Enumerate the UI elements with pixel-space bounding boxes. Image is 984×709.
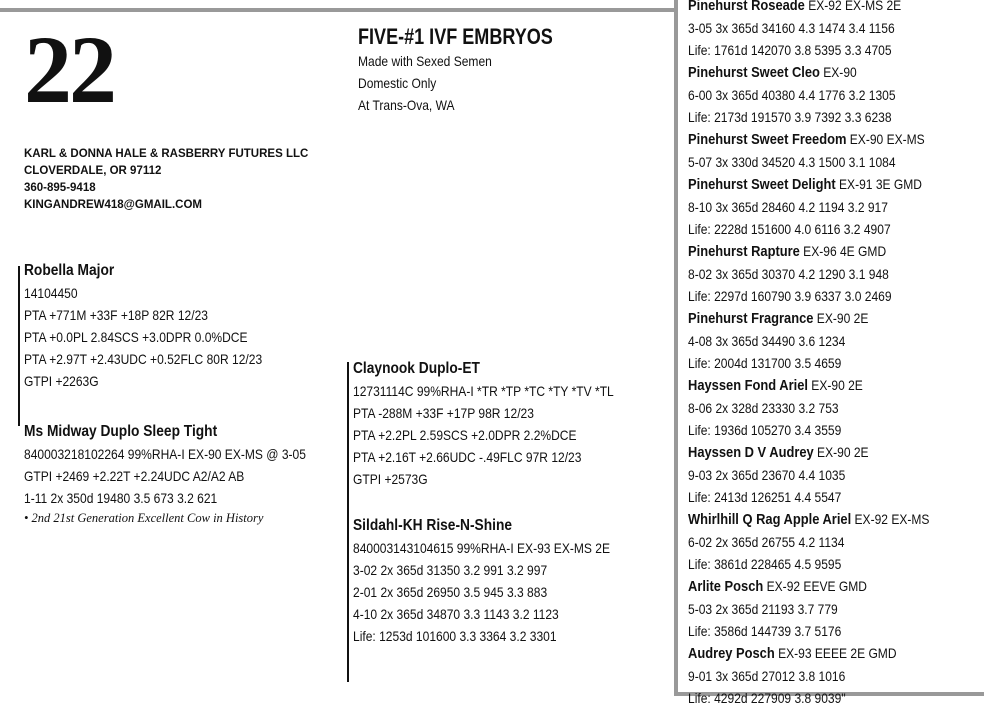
ancestor-classification: EX-90 EX-MS xyxy=(846,131,925,147)
bracket-line xyxy=(347,362,349,682)
offer-line: Domestic Only xyxy=(358,75,437,91)
dam-sire-name: Claynook Duplo-ET xyxy=(353,360,480,377)
ancestor-name: Audrey Posch xyxy=(688,645,775,662)
sire-line: 14104450 xyxy=(24,285,78,301)
ancestor-classification: EX-90 2E xyxy=(813,444,869,460)
dam-line: 1-11 2x 350d 19480 3.5 673 3.2 621 xyxy=(24,490,218,506)
ancestor-row xyxy=(688,128,929,151)
ancestor-record: Life: 1936d 105270 3.4 3559 xyxy=(688,422,842,438)
ancestor-name: Pinehurst Fragrance xyxy=(688,310,814,327)
ancestor-record: 5-07 3x 330d 34520 4.3 1500 3.1 1084 xyxy=(688,154,896,170)
ancestor-row xyxy=(688,61,929,84)
granddam-line: 2-01 2x 365d 26950 3.5 945 3.3 883 xyxy=(353,584,548,600)
ancestor-record: Life: 2297d 160790 3.9 6337 3.0 2469 xyxy=(688,288,892,304)
ancestor-record: 8-02 3x 365d 30370 4.2 1290 3.1 948 xyxy=(688,266,889,282)
ancestor-name: Pinehurst Roseade xyxy=(688,0,805,14)
granddam-block xyxy=(353,515,652,647)
ancestor-record: 9-03 2x 365d 23670 4.4 1035 xyxy=(688,467,846,483)
sire-block xyxy=(24,260,301,392)
ancestor-record: Life: 2413d 126251 4.4 5547 xyxy=(688,489,842,505)
sire-line: PTA +771M +33F +18P 82R 12/23 xyxy=(24,307,208,323)
ancestor-record: Life: 1761d 142070 3.8 5395 3.3 4705 xyxy=(688,42,892,58)
dam-line: GTPI +2469 +2.22T +2.24UDC A2/A2 AB xyxy=(24,468,245,484)
granddam-line: 3-02 2x 365d 31350 3.2 991 3.2 997 xyxy=(353,562,548,578)
dam-sire-block xyxy=(353,358,656,490)
ancestor-classification: EX-93 EEEE 2E GMD xyxy=(774,645,897,661)
ancestor-row xyxy=(688,173,929,196)
dam-sire-line: PTA -288M +33F +17P 98R 12/23 xyxy=(353,405,534,421)
granddam-name: Sildahl-KH Rise-N-Shine xyxy=(353,517,513,534)
dam-name: Ms Midway Duplo Sleep Tight xyxy=(24,423,218,440)
ancestor-record: 5-03 2x 365d 21193 3.7 779 xyxy=(688,601,838,617)
owner-block xyxy=(24,146,308,214)
ancestor-classification: EX-92 EX-MS 2E xyxy=(804,0,902,13)
ancestor-classification: EX-90 2E xyxy=(807,377,863,393)
ancestor-name: Hayssen Fond Ariel xyxy=(688,377,808,394)
ancestor-row xyxy=(688,508,929,531)
ancestor-name: Pinehurst Sweet Freedom xyxy=(688,131,847,148)
ancestor-classification: EX-91 3E GMD xyxy=(835,176,922,192)
owner-city: CLOVERDALE, OR 97112 xyxy=(24,165,162,177)
ancestor-row xyxy=(688,441,929,464)
granddam-line: 4-10 2x 365d 34870 3.3 1143 3.2 1123 xyxy=(353,606,559,622)
owner-phone: 360-895-9418 xyxy=(24,182,96,194)
owner-email: KINGANDREW418@GMAIL.COM xyxy=(24,199,202,211)
pedigree-list xyxy=(688,0,969,709)
ancestor-row xyxy=(688,240,929,263)
ancestor-name: Pinehurst Sweet Cleo xyxy=(688,64,820,81)
ancestor-classification: EX-90 2E xyxy=(813,310,869,326)
ancestor-name: Pinehurst Sweet Delight xyxy=(688,176,836,193)
ancestor-record: 8-06 2x 328d 23330 3.2 753 xyxy=(688,400,839,416)
dam-sire-line: 12731114C 99%RHA-I *TR *TP *TC *TY *TV *TL xyxy=(353,383,614,399)
ancestor-name: Arlite Posch xyxy=(688,578,764,595)
sire-line: GTPI +2263G xyxy=(24,373,99,389)
ancestor-classification: EX-90 xyxy=(819,64,857,80)
ancestor-row xyxy=(688,642,929,665)
offer-line: Made with Sexed Semen xyxy=(358,53,492,69)
ancestor-name: Whirlhill Q Rag Apple Ariel xyxy=(688,511,852,528)
ancestor-classification: EX-92 EX-MS xyxy=(851,511,930,527)
ancestor-classification: EX-92 EEVE GMD xyxy=(763,578,867,594)
top-rule xyxy=(0,8,674,12)
ancestor-record: 6-02 2x 365d 26755 4.2 1134 xyxy=(688,534,845,550)
granddam-line: Life: 1253d 101600 3.3 3364 3.2 3301 xyxy=(353,628,557,644)
dam-block xyxy=(24,421,352,527)
offer-line: At Trans-Ova, WA xyxy=(358,97,455,113)
ancestor-row xyxy=(688,0,929,17)
ancestor-record: Life: 2004d 131700 3.5 4659 xyxy=(688,355,842,371)
ancestor-classification: EX-96 4E GMD xyxy=(799,243,887,259)
dam-note: • 2nd 21st Generation Excellent Cow in History xyxy=(24,511,264,525)
granddam-line: 840003143104615 99%RHA-I EX-93 EX-MS 2E xyxy=(353,540,611,556)
sire-name: Robella Major xyxy=(24,262,115,279)
ancestor-record: 9-01 3x 365d 27012 3.8 1016 xyxy=(688,668,846,684)
ancestor-name: Hayssen D V Audrey xyxy=(688,444,814,461)
dam-sire-line: GTPI +2573G xyxy=(353,471,428,487)
ancestor-record: 8-10 3x 365d 28460 4.2 1194 3.2 917 xyxy=(688,199,888,215)
ancestor-record: 4-08 3x 365d 34490 3.6 1234 xyxy=(688,333,846,349)
lot-number: 22 xyxy=(24,16,114,123)
sire-line: PTA +2.97T +2.43UDC +0.52FLC 80R 12/23 xyxy=(24,351,263,367)
dam-sire-line: PTA +2.2PL 2.59SCS +2.0DPR 2.2%DCE xyxy=(353,427,577,443)
ancestor-record: Life: 2228d 151600 4.0 6116 3.2 4907 xyxy=(688,221,891,237)
ancestor-record: Life: 3586d 144739 3.7 5176 xyxy=(688,623,842,639)
dam-sire-line: PTA +2.16T +2.66UDC -.49FLC 97R 12/23 xyxy=(353,449,582,465)
ancestor-record: 6-00 3x 365d 40380 4.4 1776 3.2 1305 xyxy=(688,87,896,103)
dam-line: 840003218102264 99%RHA-I EX-90 EX-MS @ 3-05 xyxy=(24,446,306,462)
ancestor-record: Life: 3861d 228465 4.5 9595 xyxy=(688,556,842,572)
ancestor-row xyxy=(688,374,929,397)
ancestor-record: Life: 4292d 227909 3.8 9039" xyxy=(688,690,846,706)
ancestor-record: Life: 2173d 191570 3.9 7392 3.3 6238 xyxy=(688,109,892,125)
ancestor-row xyxy=(688,307,929,330)
sire-line: PTA +0.0PL 2.84SCS +3.0DPR 0.0%DCE xyxy=(24,329,248,345)
owner-name: KARL & DONNA HALE & RASBERRY FUTURES LLC xyxy=(24,148,309,160)
bracket-line xyxy=(18,266,20,426)
ancestor-record: 3-05 3x 365d 34160 4.3 1474 3.4 1156 xyxy=(688,20,895,36)
offer-heading: FIVE-#1 IVF EMBRYOS xyxy=(358,24,553,49)
offer-block xyxy=(358,24,596,116)
ancestor-name: Pinehurst Rapture xyxy=(688,243,800,260)
ancestor-row xyxy=(688,575,929,598)
